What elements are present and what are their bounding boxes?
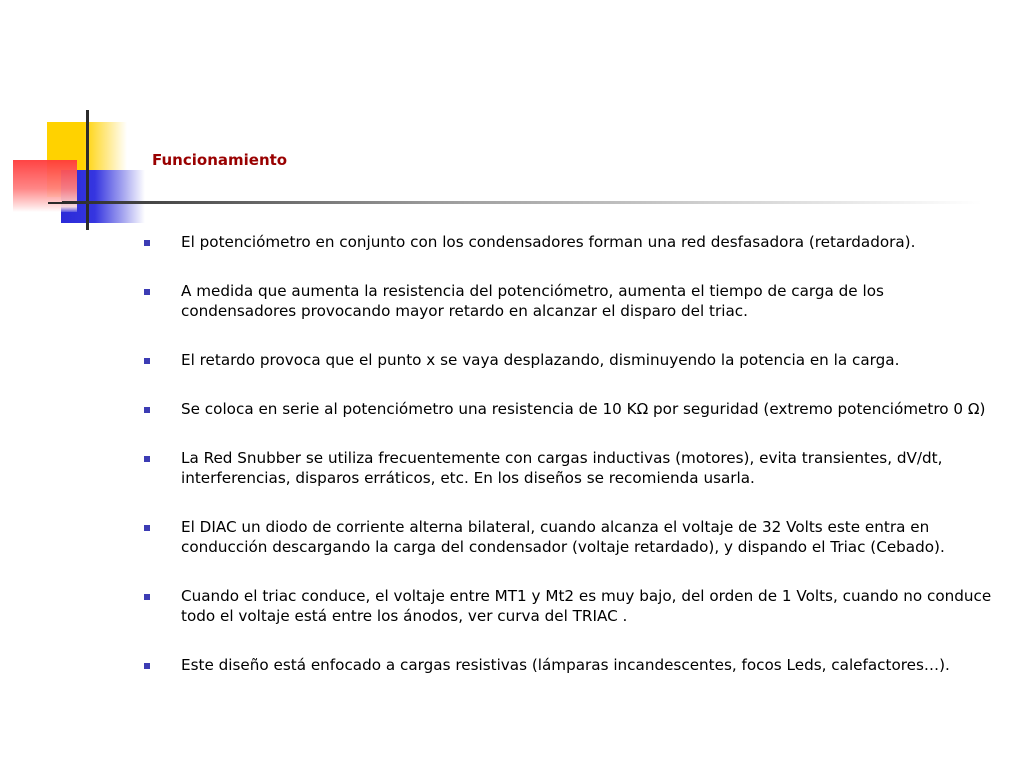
list-item [140,586,1000,626]
square-bullet-icon [144,240,150,246]
bullet-text: Se coloca en serie al potenciómetro una resistencia de 10 KΩ por seguridad (extremo potenciómetro 0 Ω) [181,400,986,418]
bullet-text: La Red Snubber se utiliza frecuentemente con cargas inductivas (motores), evita transientes, dV/dt, interferencias, disparos erráticos, etc. En los diseños se recomienda usarla. [181,449,943,487]
decor-vertical-line [86,110,89,230]
square-bullet-icon [144,663,150,669]
bullet-text: Este diseño está enfocado a cargas resistivas (lámparas incandescentes, focos Leds, calefactores…). [181,656,950,674]
list-item [140,655,1000,675]
bullet-text: A medida que aumenta la resistencia del potenciómetro, aumenta el tiempo de carga de los condensadores provocando mayor retardo en alcanzar el disparo del triac. [181,282,884,320]
bullet-text: El potenciómetro en conjunto con los condensadores forman una red desfasadora (retardadora). [181,233,916,251]
square-bullet-icon [144,358,150,364]
bullet-list [140,232,1000,704]
square-bullet-icon [144,407,150,413]
bullet-text: El DIAC un diodo de corriente alterna bilateral, cuando alcanza el voltaje de 32 Volts este entra en conducción descargando la carga del condensador (voltaje retardado), y dispando el Triac (Cebado). [181,518,945,556]
list-item [140,399,1000,419]
square-bullet-icon [144,289,150,295]
list-item [140,448,1000,488]
square-bullet-icon [144,456,150,462]
decor-red-square [13,160,77,212]
list-item [140,281,1000,321]
list-item [140,350,1000,370]
list-item [140,232,1000,252]
bullet-text: El retardo provoca que el punto x se vaya desplazando, disminuyendo la potencia en la carga. [181,351,900,369]
square-bullet-icon [144,594,150,600]
title-underline [62,201,982,204]
list-item [140,517,1000,557]
bullet-text: Cuando el triac conduce, el voltaje entre MT1 y Mt2 es muy bajo, del orden de 1 Volts, cuando no conduce todo el voltaje está entre los ánodos, ver curva del TRIAC . [181,587,992,625]
square-bullet-icon [144,525,150,531]
slide-title: Funcionamiento [152,151,288,169]
